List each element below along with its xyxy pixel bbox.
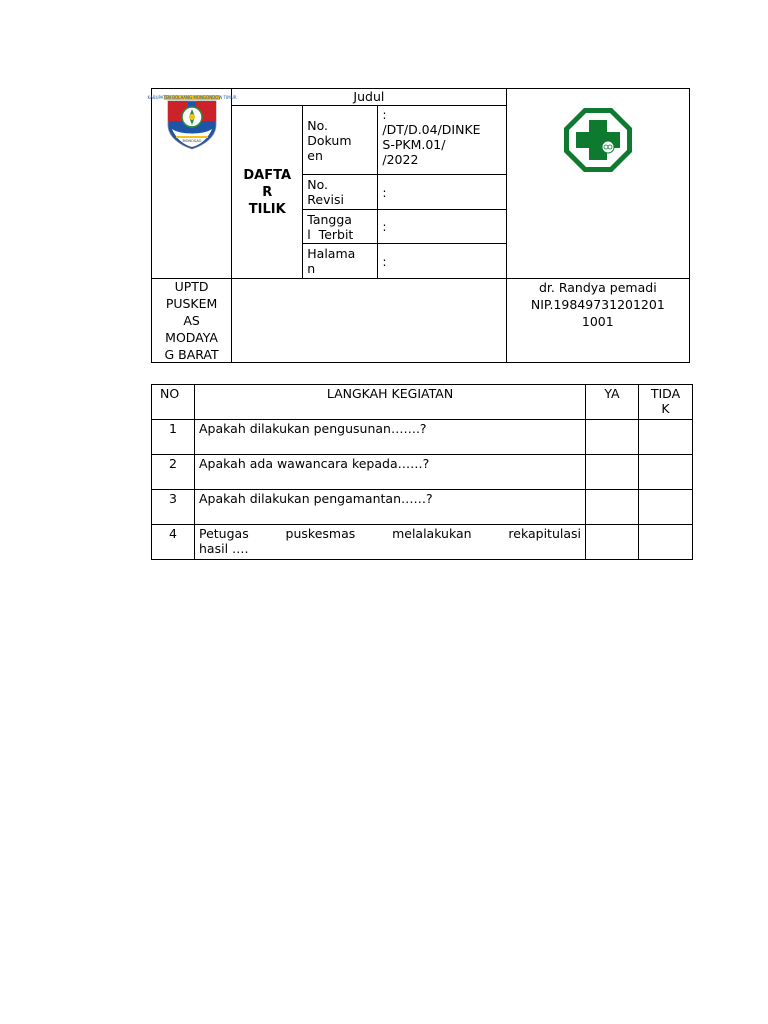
tidak-checkbox-cell[interactable] xyxy=(639,490,693,525)
left-logo-cell xyxy=(147,89,237,279)
row-text xyxy=(195,525,586,560)
ya-checkbox-cell[interactable] xyxy=(586,455,639,490)
puskesmas-cross-icon xyxy=(562,106,634,174)
crest-motto-text: MONOSAO xyxy=(182,139,202,143)
row-number: 3 xyxy=(152,490,195,525)
tanggal-terbit-value: : xyxy=(378,210,506,244)
empty-center-cell xyxy=(232,279,507,363)
no-revisi-label: No. Revisi xyxy=(303,175,378,210)
row-text: Apakah dilakukan pengusunan…….? xyxy=(195,420,586,455)
tidak-checkbox-cell[interactable] xyxy=(639,420,693,455)
row-number: 4 xyxy=(152,525,195,560)
ya-checkbox-cell[interactable] xyxy=(586,525,639,560)
ya-checkbox-cell[interactable] xyxy=(586,420,639,455)
col-header-tidak: TIDA K xyxy=(639,385,693,420)
daftar-tilik-title xyxy=(232,106,303,279)
no-dokumen-label: No. Dokum en xyxy=(303,106,378,175)
table-row xyxy=(152,490,693,525)
table-header-row xyxy=(152,385,693,420)
title-line: R xyxy=(262,184,273,200)
title-line: TILIK xyxy=(248,201,286,217)
row-number: 2 xyxy=(152,455,195,490)
no-revisi-value: : xyxy=(378,175,506,210)
table-row xyxy=(152,455,693,490)
judul-label: Judul xyxy=(232,89,507,106)
official-signature-block: dr. Randya pemadi NIP.19849731201201 1001 xyxy=(506,279,689,363)
tanggal-terbit-label: Tangga l Terbit xyxy=(303,210,378,244)
no-dokumen-value: : /DT/D.04/DINKE S-PKM.01/ /2022 xyxy=(378,106,506,175)
row-text-line: hasil …. xyxy=(199,541,249,556)
right-logo-cell xyxy=(506,89,689,279)
regency-crest-icon xyxy=(147,91,237,155)
row-text: Apakah dilakukan pengamantan……? xyxy=(195,490,586,525)
title-line: DAFTA xyxy=(243,167,292,183)
row-text: Apakah ada wawancara kepada……? xyxy=(195,455,586,490)
tidak-checkbox-cell[interactable] xyxy=(639,455,693,490)
table-row xyxy=(152,420,693,455)
halaman-label: Halama n xyxy=(303,244,378,279)
table-row xyxy=(152,525,693,560)
row-number: 1 xyxy=(152,420,195,455)
col-header-ya: YA xyxy=(586,385,639,420)
ya-checkbox-cell[interactable] xyxy=(586,490,639,525)
crest-banner-text: KABUPATEN BOLAANG MONGONDOW TIMUR xyxy=(147,95,237,101)
document-header-table xyxy=(147,88,690,363)
col-header-no: NO xyxy=(152,385,195,420)
institution-name: UPTD PUSKEM AS MODAYA G BARAT xyxy=(152,279,232,363)
tidak-checkbox-cell[interactable] xyxy=(639,525,693,560)
kegiatan-checklist-table xyxy=(151,384,693,560)
col-header-langkah: LANGKAH KEGIATAN xyxy=(195,385,586,420)
halaman-value: : xyxy=(378,244,506,279)
row-text-line: Petugas puskesmas melalakukan rekapitulasi xyxy=(199,526,581,541)
